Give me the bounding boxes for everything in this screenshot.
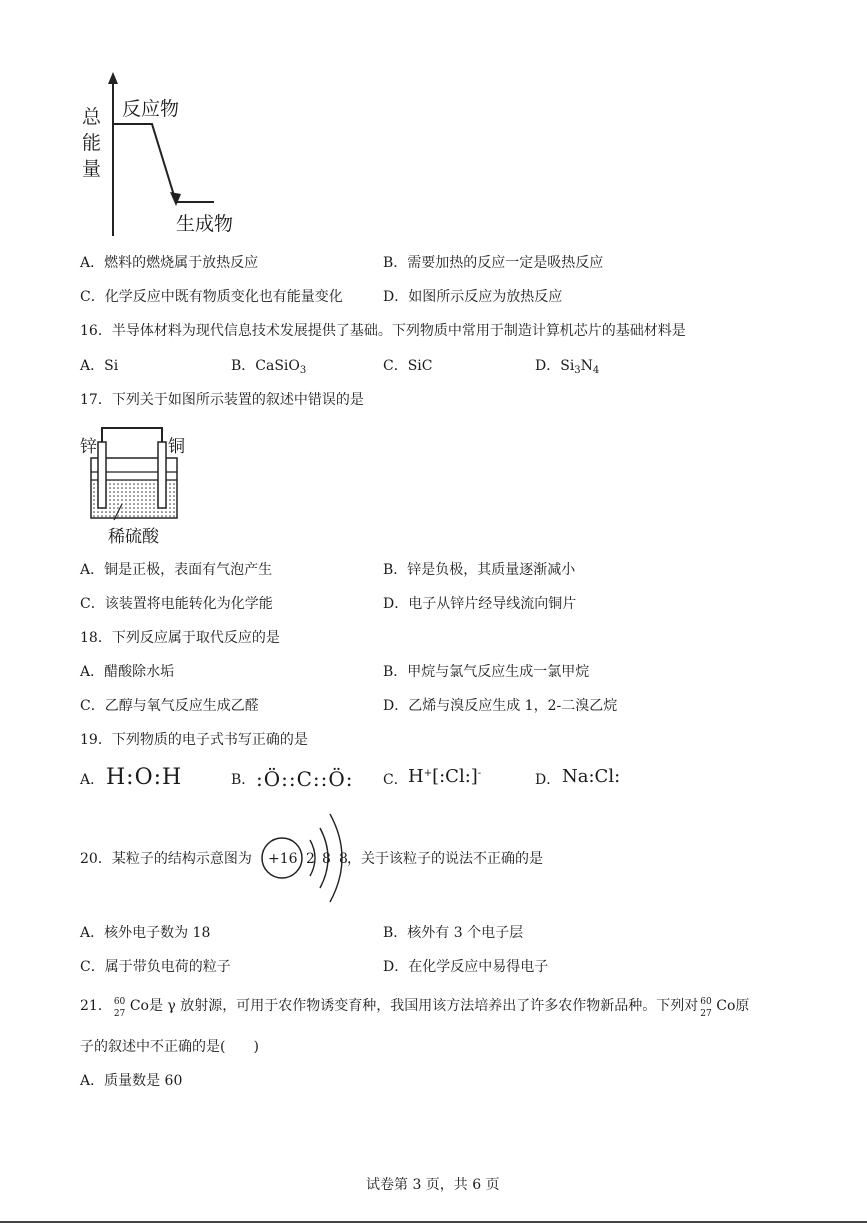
shell-2-count: 8 — [322, 851, 331, 867]
q16-option-a: A．Si — [80, 358, 119, 374]
shell-1-count: 2 — [306, 851, 315, 867]
q17-option-d: D．电子从锌片经导线流向铜片 — [383, 596, 577, 612]
q17-option-a: A．铜是正极，表面有气泡产生 — [80, 562, 273, 578]
q19-option-d-formula: Na:Cl: — [562, 766, 621, 787]
q17-option-b: B．锌是负极，其质量逐渐减小 — [383, 562, 576, 578]
q16-option-d: D．$Si_3N_4$ — [535, 358, 600, 376]
q20-option-d: D．在化学反应中易得电子 — [383, 959, 549, 975]
copper-label: 铜 — [168, 437, 185, 457]
page-footer: 试卷第 3 页，共 6 页 — [366, 1177, 500, 1193]
q20-option-a: A．核外电子数为 18 — [80, 925, 211, 941]
q15-option-b: B．需要加热的反应一定是吸热反应 — [383, 255, 604, 271]
y-axis-label: 总能量 — [82, 106, 102, 180]
nucleus-charge: +16 — [268, 851, 298, 867]
q19-option-c-formula: H+[:Cl:]- — [408, 766, 482, 787]
q18-stem: 18．下列反应属于取代反应的是 — [80, 630, 280, 646]
q16-option-b: B．CaSiO$_3$ — [231, 358, 307, 376]
zinc-label: 锌 — [80, 437, 97, 457]
q19-option-c-label: C． — [383, 772, 408, 788]
q18-option-b: B．甲烷与氯气反应生成一氯甲烷 — [383, 664, 590, 680]
q15-option-d: D．如图所示反应为放热反应 — [383, 289, 563, 305]
q20-stem-suffix: ，关于该粒子的说法不正确的是 — [347, 851, 543, 867]
q19-stem: 19．下列物质的电子式书写正确的是 — [80, 732, 308, 748]
q17-option-c: C．该装置将电能转化为化学能 — [80, 596, 273, 612]
q19-option-a-label: A． — [80, 772, 105, 788]
q16-stem: 16．半导体材料为现代信息技术发展提供了基础。下列物质中常用于制造计算机芯片的基础材料是 — [80, 323, 686, 339]
q18-option-c: C．乙醇与氧气反应生成乙醛 — [80, 698, 259, 714]
bottom-border — [0, 1221, 867, 1223]
product-label: 生成物 — [176, 213, 234, 235]
q19-option-b-formula: :Ö::C::Ö: — [256, 767, 354, 791]
q20-option-c: C．属于带负电荷的粒子 — [80, 959, 231, 975]
q21-line1: 21． 60 27 Co是 γ 放射源，可用于农作物诱变育种，我国用该方法培养出了许多农作物新品种。下列对 60 27 Co原 — [80, 997, 750, 1019]
reactant-label: 反应物 — [122, 98, 180, 120]
shell-3-count: 8 — [339, 851, 348, 867]
q20-stem-prefix: 20．某粒子的结构示意图为 — [80, 851, 252, 867]
q18-option-d: D．乙烯与溴反应生成 1，2-二溴乙烷 — [383, 698, 618, 714]
nuclide-symbol: 60 27 — [113, 997, 126, 1019]
q20-option-b: B．核外有 3 个电子层 — [383, 925, 524, 941]
q16-option-c: C．SiC — [383, 358, 433, 374]
q21-option-a: A．质量数是 60 — [80, 1073, 183, 1089]
q21-line2: 子的叙述中不正确的是( ) — [80, 1039, 259, 1055]
q19-option-b-label: B． — [231, 772, 256, 788]
acid-label: 稀硫酸 — [108, 527, 159, 547]
q19-option-a-formula: H:O:H — [106, 765, 183, 790]
q19-option-d-label: D． — [535, 772, 561, 788]
q15-option-c: C．化学反应中既有物质变化也有能量变化 — [80, 289, 343, 305]
q17-stem: 17．下列关于如图所示装置的叙述中错误的是 — [80, 392, 364, 408]
q18-option-a: A．醋酸除水垢 — [80, 664, 175, 680]
q15-option-a: A．燃料的燃烧属于放热反应 — [80, 255, 259, 271]
